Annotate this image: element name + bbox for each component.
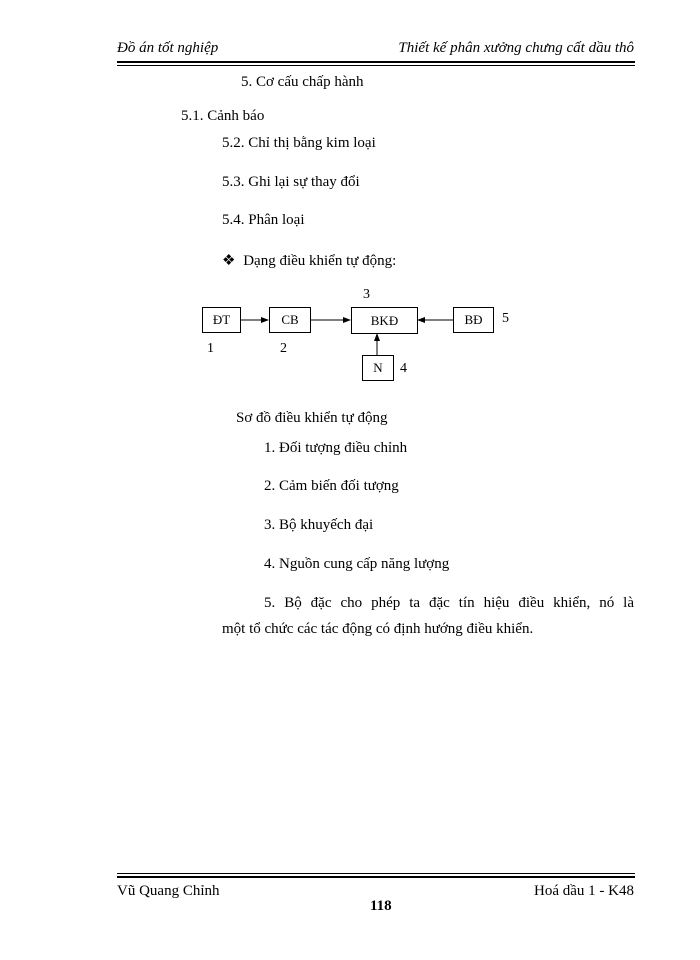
box-cb: CB: [269, 307, 311, 333]
label-1: 1: [207, 341, 214, 356]
label-5: 5: [502, 311, 509, 326]
label-2: 2: [280, 341, 287, 356]
box-bkd: BKĐ: [351, 307, 418, 334]
label-3: 3: [363, 287, 370, 302]
item-5-1: 5.1. Cảnh báo: [181, 108, 265, 124]
footer-rule-thick: [117, 876, 635, 878]
box-dt: ĐT: [202, 307, 241, 333]
paragraph-line-1: 5. Bộ đặc cho phép ta đặc tín hiệu điều khiển, nó là: [264, 595, 634, 611]
diamond-bullet-icon: ❖: [222, 253, 236, 269]
paragraph-5: [222, 590, 634, 642]
bullet-text: Dạng điều khiển tự động:: [243, 253, 397, 269]
box-n: N: [362, 355, 394, 381]
box-bd: BĐ: [453, 307, 494, 333]
footer-rule-thin: [117, 873, 635, 874]
header-right-title: Thiết kế phân xưởng chưng cất dầu thô: [398, 40, 634, 56]
list-item-2: 2. Cảm biến đối tượng: [264, 478, 399, 494]
list-item-3: 3. Bộ khuyếch đại: [264, 517, 374, 533]
diagram-caption: Sơ đồ điều khiển tự động: [236, 410, 388, 426]
item-5-2: 5.2. Chỉ thị bằng kim loại: [222, 135, 376, 151]
item-5-4: 5.4. Phân loại: [222, 212, 305, 228]
label-4: 4: [400, 361, 407, 376]
list-item-1: 1. Đối tượng điều chỉnh: [264, 440, 408, 456]
list-item-4: 4. Nguồn cung cấp năng lượng: [264, 556, 450, 572]
footer-author: Vũ Quang Chỉnh: [117, 883, 220, 899]
section-5-heading: 5. Cơ cấu chấp hành: [241, 74, 364, 90]
item-5-3: 5.3. Ghi lại sự thay đổi: [222, 174, 360, 190]
paragraph-line-2: một tổ chức các tác động có định hướng điều khiển.: [222, 621, 534, 637]
header-left-title: Đồ án tốt nghiệp: [117, 40, 219, 56]
page-number: 118: [370, 898, 392, 914]
footer-class-label: Hoá dầu 1 - K48: [534, 883, 634, 899]
